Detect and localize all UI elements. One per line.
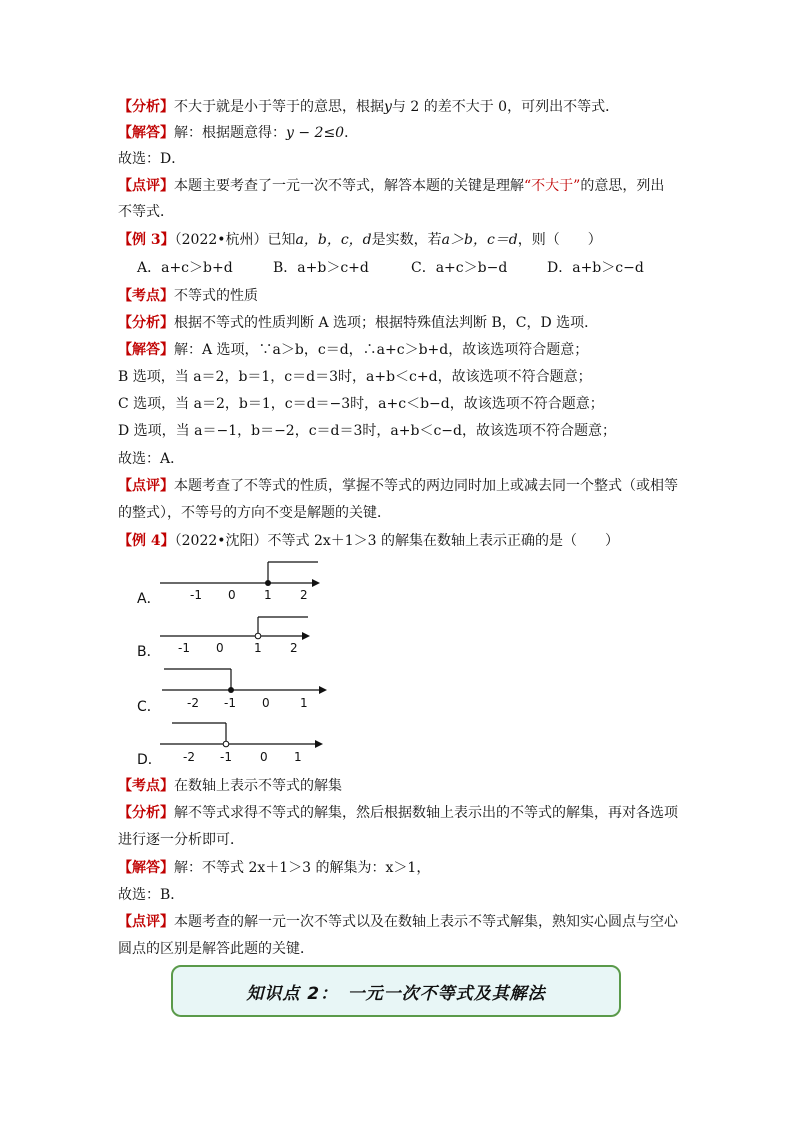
answer-b: B 选项，当 a＝2，b＝1，c＝d＝3时，a+b＜c+d，故该选项不符合题意； (118, 369, 592, 385)
option-d: D．a+b＞c−d (547, 260, 644, 276)
number-line-d-label: D． (137, 752, 162, 768)
svg-text:0: 0 (262, 696, 270, 710)
svg-text:1: 1 (294, 750, 302, 764)
svg-text:1: 1 (300, 696, 308, 710)
svg-text:-1: -1 (190, 588, 202, 602)
option-b: B．a+b＞c+d (273, 260, 369, 276)
answer-d: D 选项，当 a＝−1，b＝−2，c＝d＝3时，a+b＜c−d，故该选项不符合题意； (118, 423, 616, 439)
choice-line-3: 故选：B． (118, 887, 185, 903)
example-4-question: 【例 4】（2022•沈阳）不等式 2x＋1＞3 的解集在数轴上表示正确的是（ ） (118, 533, 620, 549)
svg-text:0: 0 (216, 641, 224, 655)
svg-text:-2: -2 (187, 696, 199, 710)
comment-line-3-cont: 圆点的区别是解答此题的关键． (118, 941, 314, 957)
option-c: C．a+c＞b−d (411, 260, 508, 276)
analysis-line: 【分析】不大于就是小于等于的意思，根据y与 2 的差不大于 0，可列出不等式． (118, 99, 620, 115)
svg-text:1: 1 (264, 588, 272, 602)
analysis-line-3: 【分析】解不等式求得不等式的解集，然后根据数轴上表示出的不等式的解集，再对各选项 (118, 805, 678, 821)
section-banner-title: 知识点 2： 一元一次不等式及其解法 (246, 983, 546, 1004)
svg-text:-1: -1 (224, 696, 236, 710)
number-line-a (150, 558, 330, 608)
section-banner (171, 965, 621, 1017)
number-line-c (150, 664, 340, 714)
number-line-d (150, 718, 340, 768)
svg-text:-1: -1 (178, 641, 190, 655)
example-3-question: 【例 3】（2022•杭州）已知a，b，c，d是实数，若a＞b，c＝d，则（ ） (118, 232, 602, 248)
svg-text:-1: -1 (220, 750, 232, 764)
svg-text:0: 0 (228, 588, 236, 602)
choice-line-2: 故选：A． (118, 451, 185, 467)
analysis-line-3-cont: 进行逐一分析即可． (118, 832, 244, 848)
svg-text:2: 2 (290, 641, 298, 655)
comment-line-3: 【点评】本题考查的解一元一次不等式以及在数轴上表示不等式解集，熟知实心圆点与空心 (118, 914, 678, 930)
answer-line-2: 【解答】解：A 选项，∵a＞b，c＝d，∴a+c＞b+d，故该选项符合题意； (118, 342, 589, 358)
comment-line-2-cont: 的整式），不等号的方向不变是解题的关键． (118, 505, 391, 521)
comment-line: 【点评】本题主要考查了一元一次不等式，解答本题的关键是理解“不大于”的意思，列出 (118, 178, 665, 194)
number-line-b (150, 612, 330, 662)
number-line-c-label: C． (137, 699, 161, 715)
analysis-line-2: 【分析】根据不等式的性质判断 A 选项；根据特殊值法判断 B，C，D 选项． (118, 315, 599, 331)
comment-line-2: 【点评】本题考查了不等式的性质，掌握不等式的两边同时加上或减去同一个整式（或相等 (118, 478, 678, 494)
svg-text:2: 2 (300, 588, 308, 602)
answer-line-3: 【解答】解：不等式 2x＋1＞3 的解集为：x＞1， (118, 860, 431, 876)
svg-text:-2: -2 (183, 750, 195, 764)
answer-c: C 选项，当 a＝2，b＝1，c＝d＝−3时，a+c＜b−d，故该选项不符合题意； (118, 396, 604, 412)
number-line-a-label: A． (137, 591, 161, 607)
number-line-b-label: B． (137, 644, 161, 660)
knowledge-point-line: 【考点】不等式的性质 (118, 288, 258, 304)
choice-line: 故选：D． (118, 151, 186, 167)
knowledge-point-line-2: 【考点】在数轴上表示不等式的解集 (118, 778, 342, 794)
svg-text:1: 1 (254, 641, 262, 655)
answer-line: 【解答】解：根据题意得：y − 2≤0． (118, 125, 359, 141)
option-a: A．a+c＞b+d (137, 260, 233, 276)
svg-text:0: 0 (260, 750, 268, 764)
comment-line-cont: 不等式． (118, 204, 174, 220)
